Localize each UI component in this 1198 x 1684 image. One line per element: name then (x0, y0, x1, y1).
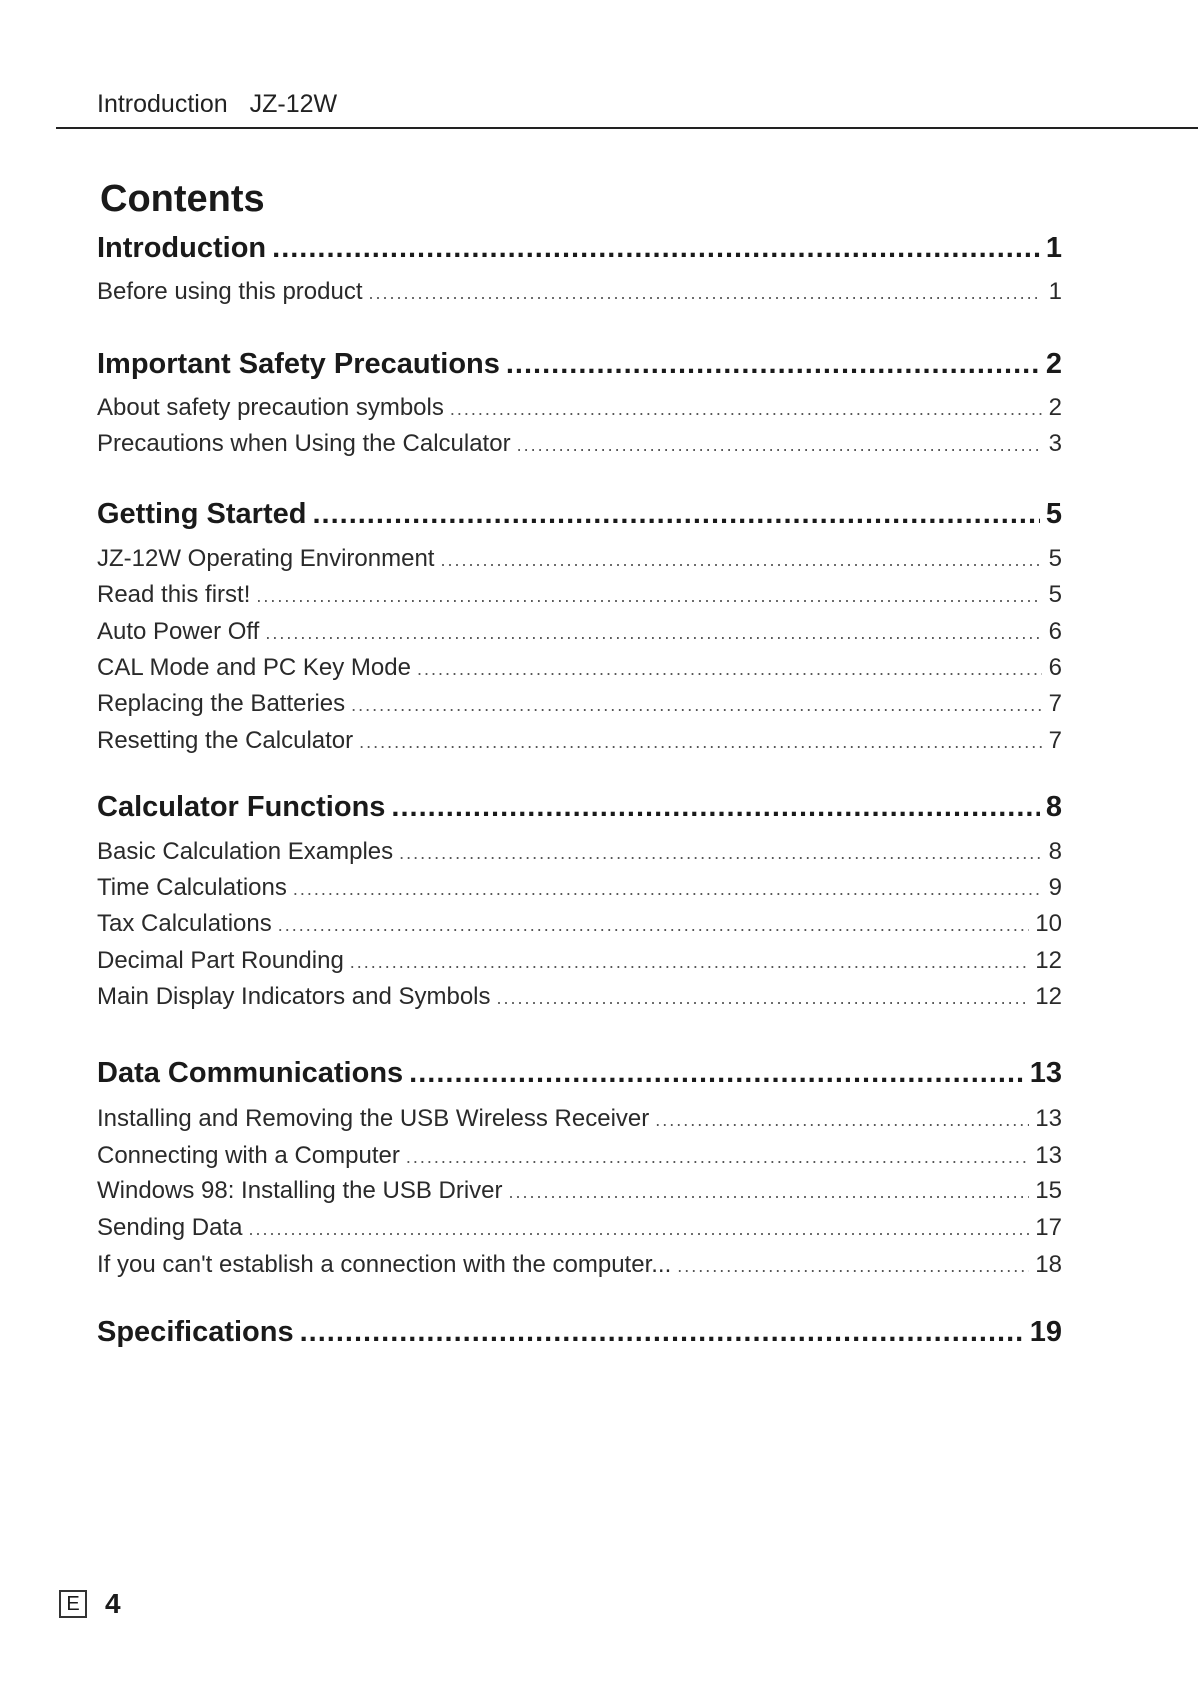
dot-leader (391, 791, 1039, 824)
toc-section[interactable] (97, 791, 1062, 824)
toc-item[interactable] (97, 618, 1062, 646)
toc-item[interactable] (97, 947, 1062, 975)
toc-page: 18 (1035, 1251, 1062, 1278)
toc-item-label: Auto Power Off (97, 618, 260, 645)
dot-leader (409, 1057, 1024, 1090)
toc-item[interactable] (97, 1105, 1062, 1133)
dot-leader (293, 879, 1042, 900)
toc-section[interactable] (97, 1316, 1062, 1349)
dot-leader (265, 623, 1042, 644)
dot-leader (300, 1316, 1024, 1349)
toc-page: 13 (1029, 1057, 1062, 1089)
toc-item[interactable] (97, 581, 1062, 609)
toc-item-label: Precautions when Using the Calculator (97, 430, 511, 457)
toc-section-title: Specifications (97, 1316, 294, 1348)
header-rule (56, 127, 1198, 129)
toc-item-label: About safety precaution symbols (97, 394, 444, 421)
toc-item[interactable] (97, 983, 1062, 1011)
language-mark: E (59, 1590, 87, 1618)
toc-page: 7 (1048, 690, 1062, 717)
toc-item[interactable] (97, 1251, 1062, 1279)
toc-page: 10 (1035, 910, 1062, 937)
toc-item-label: Installing and Removing the USB Wireless Receiver (97, 1105, 650, 1132)
toc-item[interactable] (97, 690, 1062, 718)
running-header (97, 90, 337, 119)
dot-leader (351, 695, 1042, 716)
dot-leader (406, 1147, 1029, 1168)
toc-section-title: Data Communications (97, 1057, 404, 1089)
toc-item-label: Main Display Indicators and Symbols (97, 983, 491, 1010)
toc-item-label: Read this first! (97, 581, 251, 608)
page-footer (59, 1588, 121, 1620)
dot-leader (399, 843, 1042, 864)
dot-leader (440, 550, 1042, 571)
toc-item[interactable] (97, 278, 1062, 306)
toc-section-title: Calculator Functions (97, 791, 386, 823)
dot-leader (312, 498, 1039, 531)
dot-leader (359, 732, 1042, 753)
toc-page: 13 (1035, 1105, 1062, 1132)
toc-item-label: Tax Calculations (97, 910, 272, 937)
toc-item-label: Basic Calculation Examples (97, 838, 394, 865)
dot-leader (248, 1219, 1029, 1240)
dot-leader (509, 1182, 1030, 1203)
toc-page: 5 (1048, 581, 1062, 608)
page-number: 4 (105, 1588, 121, 1619)
page-title: Contents (100, 178, 265, 220)
toc-section-title: Getting Started (97, 498, 307, 530)
toc-item-label: Time Calculations (97, 874, 287, 901)
dot-leader (350, 952, 1030, 973)
toc-page: 9 (1048, 874, 1062, 901)
dot-leader (497, 988, 1030, 1009)
dot-leader (677, 1256, 1029, 1277)
toc-page: 17 (1035, 1214, 1062, 1241)
toc-page: 12 (1035, 947, 1062, 974)
toc-item[interactable] (97, 545, 1062, 573)
toc-item[interactable] (97, 654, 1062, 682)
toc-item[interactable] (97, 1142, 1062, 1170)
dot-leader (517, 435, 1042, 456)
dot-leader (655, 1110, 1029, 1131)
toc-page: 3 (1048, 430, 1062, 457)
toc-section-title: Important Safety Precautions (97, 348, 500, 380)
toc-item[interactable] (97, 727, 1062, 755)
toc-item-label: Before using this product (97, 278, 363, 305)
toc-page: 15 (1035, 1177, 1062, 1204)
toc-page: 6 (1048, 618, 1062, 645)
toc-item-label: If you can't establish a connection with the computer... (97, 1251, 672, 1278)
toc-item[interactable] (97, 394, 1062, 422)
toc-item[interactable] (97, 838, 1062, 866)
toc-section-title: Introduction (97, 232, 267, 264)
toc-item-label: JZ-12W Operating Environment (97, 545, 435, 572)
dot-leader (272, 232, 1040, 265)
header-model: JZ-12W (249, 90, 338, 118)
toc-item[interactable] (97, 874, 1062, 902)
dot-leader (450, 399, 1042, 420)
dot-leader (278, 915, 1030, 936)
toc-section[interactable] (97, 232, 1062, 265)
toc-section[interactable] (97, 498, 1062, 531)
toc-item[interactable] (97, 910, 1062, 938)
toc-section[interactable] (97, 348, 1062, 381)
toc-item-label: Sending Data (97, 1214, 243, 1241)
toc-page: 5 (1048, 545, 1062, 572)
toc-item[interactable] (97, 1214, 1062, 1242)
toc-item-label: CAL Mode and PC Key Mode (97, 654, 411, 681)
toc-page: 7 (1048, 727, 1062, 754)
toc-page: 1 (1045, 232, 1062, 264)
toc-page: 2 (1045, 348, 1062, 380)
toc-item-label: Windows 98: Installing the USB Driver (97, 1177, 503, 1204)
toc-item-label: Resetting the Calculator (97, 727, 354, 754)
toc-page: 8 (1045, 791, 1062, 823)
toc-page: 1 (1048, 278, 1062, 305)
toc-page: 2 (1048, 394, 1062, 421)
toc-item[interactable] (97, 1177, 1062, 1205)
toc-item[interactable] (97, 430, 1062, 458)
toc-page: 12 (1035, 983, 1062, 1010)
toc-item-label: Connecting with a Computer (97, 1142, 400, 1169)
dot-leader (417, 659, 1042, 680)
toc-page: 19 (1029, 1316, 1062, 1348)
toc-page: 8 (1048, 838, 1062, 865)
dot-leader (369, 283, 1043, 304)
header-section: Introduction (97, 90, 228, 118)
dot-leader (506, 348, 1040, 381)
toc-page: 13 (1035, 1142, 1062, 1169)
toc-section[interactable] (97, 1057, 1062, 1090)
toc-page: 6 (1048, 654, 1062, 681)
toc-item-label: Replacing the Batteries (97, 690, 346, 717)
toc-page: 5 (1045, 498, 1062, 530)
dot-leader (256, 586, 1042, 607)
toc-item-label: Decimal Part Rounding (97, 947, 344, 974)
